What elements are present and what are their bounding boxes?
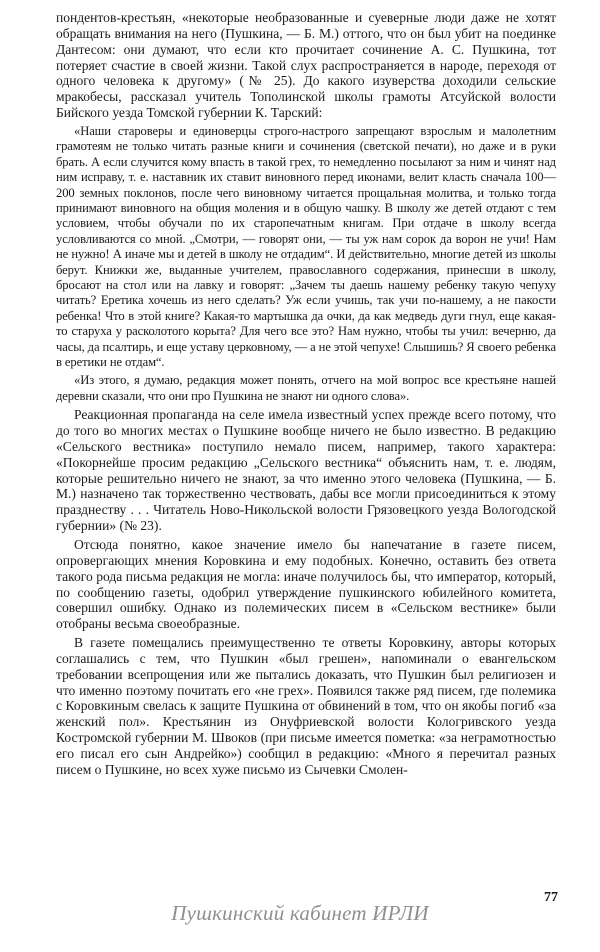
paragraph-5: Отсюда понятно, какое значение имело бы напечатание в газете писем, опровергающих мнения Коровкина и ему подобных. Конечно, оставить без ответа такого рода письма редакция не могла: иначе получилось бы, что император, который, по сообщению газеты, одобрил утверждение пушкинского юбилейного комитета, совершил ошибку. Однако из полемических писем в «Сельском вестнике» были отобраны весьма своеобразные.: [56, 536, 556, 632]
paragraph-3-quote: «Из этого, я думаю, редакция может понять, отчего на мой вопрос все крестьяне нашей деревни сказали, что они про Пушкина не знают ни одного слова».: [56, 373, 556, 403]
paragraph-6: В газете помещались преимущественно те ответы Коровкину, авторы которых соглашались с тем, что Пушкин «был грешен», напоминали о евангельском требовании всепрощения или же пытались доказать, что Пушкин был религиозен и что именно поэтому почитать его «не грех». Появился также ряд писем, где полемика с Коровкиным свелась к защите Пушкина от обвинений в том, что он якобы погиб «за женский пол». Крестьянин из Онуфриевской волости Кологривского уезда Костромской губернии М. Швоков (при письме имеется пометка: «за неграмотностью его писал его сын Андрейко») сообщил в редакцию: «Много я перечитал разных писем о Пушкине, но всех хуже письмо из Сычевки Смолен-: [56, 635, 556, 777]
paragraph-1: пондентов-крестьян, «некоторые необразованные и суеверные люди даже не хотят обращать внимания на него (Пушкина, — Б. М.) оттого, что он был убит на поединке Дантесом: они думают, что если кто прочитает сочинение А. С. Пушкина, тот потеряет счастие в своей жизни. Такой слух распространяется в народе, переходя от одного человека к другому» (№ 25). До какого изуверства доходили сельские мракобесы, рассказал учитель Тополинской школы грамоты Атсуйской волости Бийского уезда Томской губернии К. Тарский:: [56, 10, 556, 121]
paragraph-4: Реакционная пропаганда на селе имела известный успех прежде всего потому, что до того во многих местах о Пушкине вообще ничего не было известно. В редакцию «Сельского вестника» поступило немало писем, например, такого характера: «Покорнейше просим редакцию „Сельского вестника“ объяснить нам, т. е. людям, которые решительно ничего не знают, за что именно этого человека (Пушкина, — Б. М.) назначено так торжественно чествовать, дабы все могли присоединиться к этому празднеству . . . Читатель Ново-Никольской волости Грязовецкого уезда Вологодской губернии» (№ 23).: [56, 407, 556, 534]
page-number: 77: [544, 890, 558, 905]
page-text-block: [56, 10, 556, 778]
watermark: Пушкинский кабинет ИРЛИ: [171, 901, 429, 925]
paragraph-2-quote: «Наши староверы и единоверцы строго-настрого запрещают взрослым и малолетним грамотеям не только читать разные книги и сочинения (светской печати), но даже и в руки брать. А если случится кому впасть в такой грех, то немедленно посылают за ним и чинят над ним исправу, т. е. наставник их ставит виновного перед иконами, велит класть сначала 100—200 земных поклонов, после чего виновному читается прощальная молитва, и только тогда принимают виновного на общия моления и в общую чашку. В школу же детей отдают с тем условием, чтобы обучали по их старопечатным книгам. При отдаче в школу всегда условливаются со мной. „Смотри, — говорят они, — ты уж нам сорок да ворон не учи! Нам не нужно! А иначе мы и детей в школу не отдадим“. И действительно, многие детей из школы берут. Книжки же, выданные учителем, православного содержания, принесши в школу, бросают на стол или на лавку и говорят: „Зачем ты даешь нашему ребенку такую чепуху читать? Еретика хочешь из него сделать? Уж если учишь, так учи по-нашему, а не пакости ребенка! Что в этой книге? Какая-то мартышка да очки, да как медведь дуги гнул, еще какая-то старуха у расколотого корыта? Для чего все это? Нам нужно, чтобы ты учил: вечерню, да часы, да псалтирь, и еще уставу церковному, — а не этой чепухе! Слышишь? Я своего ребенка в еретики не отдам“.: [56, 123, 556, 369]
